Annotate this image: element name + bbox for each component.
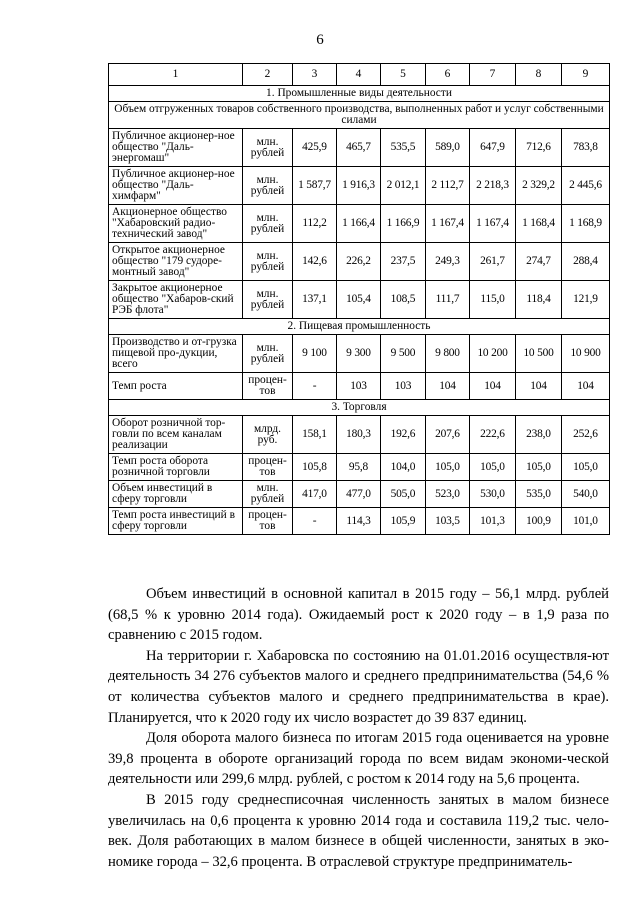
value-cell: 477,0 bbox=[337, 481, 381, 508]
value-cell: - bbox=[293, 373, 337, 400]
unit-cell: млн. рублей bbox=[243, 335, 293, 373]
value-cell: 540,0 bbox=[562, 481, 610, 508]
row-name-cell: Акционерное общество "Хабаровский радио-технический завод" bbox=[109, 205, 243, 243]
table-body bbox=[109, 64, 610, 535]
value-cell: 261,7 bbox=[470, 243, 516, 281]
row-name-cell: Закрытое акционерное общество "Хабаров-ский РЭБ флота" bbox=[109, 281, 243, 319]
row-name-cell: Темп роста bbox=[109, 373, 243, 400]
header-cell: 4 bbox=[337, 64, 381, 86]
section-title-row bbox=[109, 400, 610, 416]
value-cell: 1 167,4 bbox=[426, 205, 470, 243]
value-cell: 114,3 bbox=[337, 508, 381, 535]
value-cell: 9 300 bbox=[337, 335, 381, 373]
unit-cell: млн. рублей bbox=[243, 129, 293, 167]
value-cell: 104,0 bbox=[381, 454, 426, 481]
header-cell: 5 bbox=[381, 64, 426, 86]
value-cell: 535,5 bbox=[381, 129, 426, 167]
header-cell: 6 bbox=[426, 64, 470, 86]
section-title: 3. Торговля bbox=[109, 400, 610, 416]
value-cell: 2 012,1 bbox=[381, 167, 426, 205]
value-cell: 238,0 bbox=[516, 416, 562, 454]
paragraph: В 2015 году среднесписочная численность занятых в малом бизнесе увеличилась на 0,6 процента к уровню 2014 года и составила 119,2 тыс. чело-век. Доля работающих в малом бизнесе в общей численности, занятых в эко-номике города – 32,6 процента. В отраслевой структуре предприниматель- bbox=[108, 791, 609, 870]
value-cell: 118,4 bbox=[516, 281, 562, 319]
table-row bbox=[109, 454, 610, 481]
body-text bbox=[108, 584, 609, 872]
value-cell: 142,6 bbox=[293, 243, 337, 281]
value-cell: 207,6 bbox=[426, 416, 470, 454]
table-row bbox=[109, 335, 610, 373]
row-name-cell: Производство и от-грузка пищевой про-дукции, всего bbox=[109, 335, 243, 373]
value-cell: 104 bbox=[470, 373, 516, 400]
value-cell: 158,1 bbox=[293, 416, 337, 454]
paragraph: На территории г. Хабаровска по состоянию на 01.01.2016 осуществля-ют деятельность 34 276 субъектов малого и среднего предпринимательства (54,6 % от количества субъектов малого и среднего предпринимательства в крае). Планируется, что к 2020 году их число возрастет до 39 837 единиц. bbox=[108, 647, 609, 726]
value-cell: 137,1 bbox=[293, 281, 337, 319]
section-subtitle-row bbox=[109, 102, 610, 129]
value-cell: 105,0 bbox=[426, 454, 470, 481]
header-cell: 2 bbox=[243, 64, 293, 86]
value-cell: 112,2 bbox=[293, 205, 337, 243]
value-cell: 274,7 bbox=[516, 243, 562, 281]
header-cell: 9 bbox=[562, 64, 610, 86]
value-cell: 192,6 bbox=[381, 416, 426, 454]
header-cell: 8 bbox=[516, 64, 562, 86]
value-cell: 530,0 bbox=[470, 481, 516, 508]
header-cell: 3 bbox=[293, 64, 337, 86]
unit-cell: млн. рублей bbox=[243, 481, 293, 508]
section-title-row bbox=[109, 319, 610, 335]
value-cell: 2 112,7 bbox=[426, 167, 470, 205]
table-row bbox=[109, 205, 610, 243]
paragraph: Объем инвестиций в основной капитал в 2015 году – 56,1 млрд. рублей (68,5 % к уровню 2014 года). Ожидаемый рост к 2020 году – в 1,9 раза по сравнению с 2015 годом. bbox=[108, 586, 609, 644]
value-cell: 589,0 bbox=[426, 129, 470, 167]
unit-cell: процен-тов bbox=[243, 373, 293, 400]
header-cell: 1 bbox=[109, 64, 243, 86]
value-cell: 252,6 bbox=[562, 416, 610, 454]
value-cell: 105,9 bbox=[381, 508, 426, 535]
table-row bbox=[109, 373, 610, 400]
section-subtitle: Объем отгруженных товаров собственного производства, выполненных работ и услуг собственными силами bbox=[109, 102, 610, 129]
value-cell: 111,7 bbox=[426, 281, 470, 319]
value-cell: 647,9 bbox=[470, 129, 516, 167]
value-cell: 1 166,9 bbox=[381, 205, 426, 243]
value-cell: 465,7 bbox=[337, 129, 381, 167]
value-cell: 104 bbox=[562, 373, 610, 400]
value-cell: 417,0 bbox=[293, 481, 337, 508]
table-row bbox=[109, 167, 610, 205]
value-cell: 425,9 bbox=[293, 129, 337, 167]
value-cell: 105,0 bbox=[470, 454, 516, 481]
value-cell: 712,6 bbox=[516, 129, 562, 167]
value-cell: 288,4 bbox=[562, 243, 610, 281]
value-cell: 1 168,9 bbox=[562, 205, 610, 243]
value-cell: 1 166,4 bbox=[337, 205, 381, 243]
table-row bbox=[109, 243, 610, 281]
value-cell: 104 bbox=[516, 373, 562, 400]
value-cell: 783,8 bbox=[562, 129, 610, 167]
section-title: 1. Промышленные виды деятельности bbox=[109, 86, 610, 102]
row-name-cell: Объем инвестиций в сферу торговли bbox=[109, 481, 243, 508]
table-row bbox=[109, 481, 610, 508]
value-cell: 222,6 bbox=[470, 416, 516, 454]
unit-cell: млн. рублей bbox=[243, 281, 293, 319]
value-cell: 101,3 bbox=[470, 508, 516, 535]
value-cell: 10 900 bbox=[562, 335, 610, 373]
section-title-row bbox=[109, 86, 610, 102]
unit-cell: процен-тов bbox=[243, 508, 293, 535]
value-cell: 95,8 bbox=[337, 454, 381, 481]
value-cell: 115,0 bbox=[470, 281, 516, 319]
value-cell: 249,3 bbox=[426, 243, 470, 281]
value-cell: 1 916,3 bbox=[337, 167, 381, 205]
value-cell: 105,0 bbox=[516, 454, 562, 481]
data-table bbox=[108, 63, 610, 535]
value-cell: 103 bbox=[381, 373, 426, 400]
unit-cell: процен-тов bbox=[243, 454, 293, 481]
value-cell: 105,4 bbox=[337, 281, 381, 319]
page-number: 6 bbox=[316, 32, 324, 48]
value-cell: 121,9 bbox=[562, 281, 610, 319]
value-cell: 10 200 bbox=[470, 335, 516, 373]
unit-cell: млн. рублей bbox=[243, 167, 293, 205]
value-cell: 10 500 bbox=[516, 335, 562, 373]
value-cell: 180,3 bbox=[337, 416, 381, 454]
value-cell: 505,0 bbox=[381, 481, 426, 508]
row-name-cell: Темп роста оборота розничной торговли bbox=[109, 454, 243, 481]
value-cell: 108,5 bbox=[381, 281, 426, 319]
value-cell: 523,0 bbox=[426, 481, 470, 508]
value-cell: 237,5 bbox=[381, 243, 426, 281]
value-cell: 2 445,6 bbox=[562, 167, 610, 205]
value-cell: 2 218,3 bbox=[470, 167, 516, 205]
value-cell: 9 100 bbox=[293, 335, 337, 373]
table-row bbox=[109, 416, 610, 454]
value-cell: 105,0 bbox=[562, 454, 610, 481]
row-name-cell: Публичное акционер-ное общество "Даль-химфарм" bbox=[109, 167, 243, 205]
value-cell: 1 168,4 bbox=[516, 205, 562, 243]
unit-cell: млрд. руб. bbox=[243, 416, 293, 454]
value-cell: 101,0 bbox=[562, 508, 610, 535]
unit-cell: млн. рублей bbox=[243, 243, 293, 281]
value-cell: 103 bbox=[337, 373, 381, 400]
section-title: 2. Пищевая промышленность bbox=[109, 319, 610, 335]
value-cell: 105,8 bbox=[293, 454, 337, 481]
value-cell: 2 329,2 bbox=[516, 167, 562, 205]
value-cell: 100,9 bbox=[516, 508, 562, 535]
value-cell: - bbox=[293, 508, 337, 535]
row-name-cell: Публичное акционер-ное общество "Даль-энергомаш" bbox=[109, 129, 243, 167]
paragraph: Доля оборота малого бизнеса по итогам 2015 года оценивается на уровне 39,8 процента в обороте организаций города по всем видам экономи-ческой деятельности или 299,6 млрд. рублей, с ростом к 2014 году на 5,6 процента. bbox=[108, 730, 609, 788]
value-cell: 9 500 bbox=[381, 335, 426, 373]
value-cell: 535,0 bbox=[516, 481, 562, 508]
header-cell: 7 bbox=[470, 64, 516, 86]
value-cell: 1 587,7 bbox=[293, 167, 337, 205]
value-cell: 226,2 bbox=[337, 243, 381, 281]
table-row bbox=[109, 281, 610, 319]
row-name-cell: Темп роста инвестиций в сферу торговли bbox=[109, 508, 243, 535]
table-header-row bbox=[109, 64, 610, 86]
row-name-cell: Открытое акционерное общество "179 судоре-монтный завод" bbox=[109, 243, 243, 281]
row-name-cell: Оборот розничной тор-говли по всем каналам реализации bbox=[109, 416, 243, 454]
value-cell: 1 167,4 bbox=[470, 205, 516, 243]
table-row bbox=[109, 129, 610, 167]
table-row bbox=[109, 508, 610, 535]
value-cell: 103,5 bbox=[426, 508, 470, 535]
value-cell: 104 bbox=[426, 373, 470, 400]
unit-cell: млн. рублей bbox=[243, 205, 293, 243]
value-cell: 9 800 bbox=[426, 335, 470, 373]
